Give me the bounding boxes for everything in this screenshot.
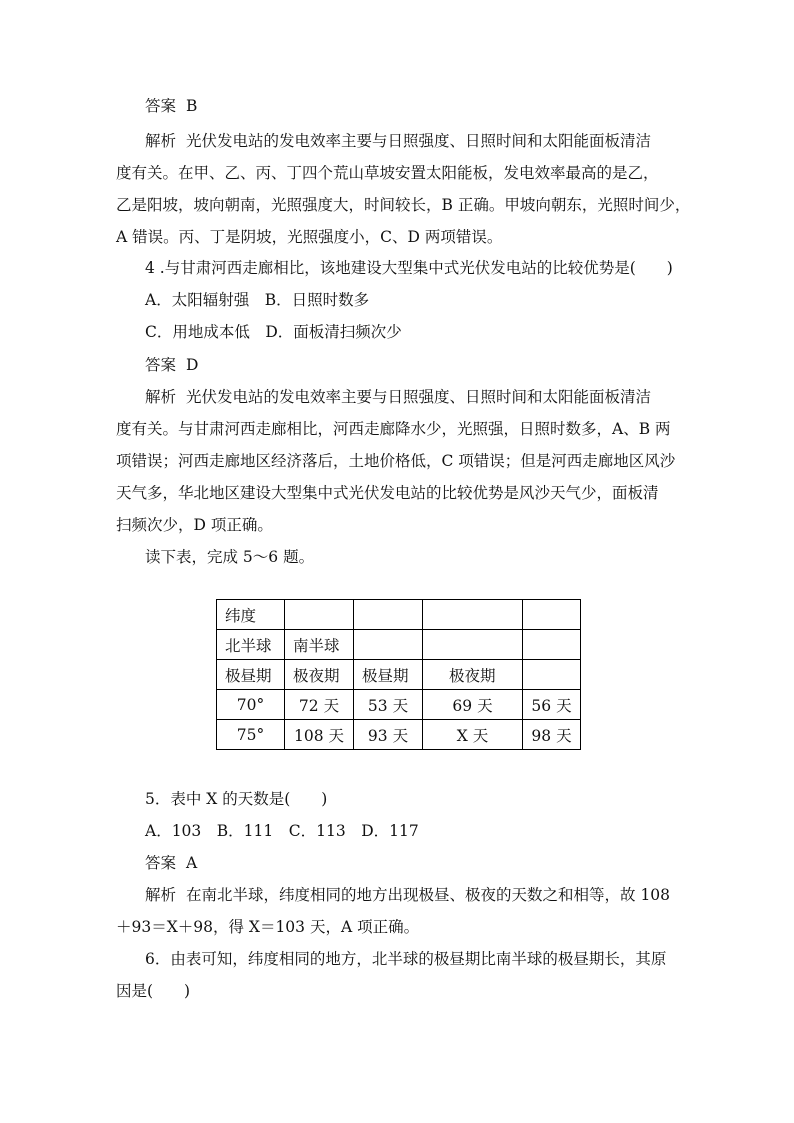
table-row	[217, 660, 581, 690]
question-4: 4 .与甘肃河西走廊相比，该地建设大型集中式光伏发电站的比较优势是( )	[145, 259, 673, 277]
table-cell: 70°	[217, 690, 285, 720]
text-line: 天气多，华北地区建设大型集中式光伏发电站的比较优势是风沙天气少，面板清	[116, 484, 659, 502]
options-line: C．用地成本低 D．面板清扫频次少	[145, 323, 402, 341]
table-cell	[523, 600, 581, 630]
table-row	[217, 600, 581, 630]
table-row	[217, 690, 581, 720]
answer-label: 答案	[145, 97, 177, 115]
table-cell: 56 天	[523, 690, 581, 720]
text-line: 度有关。与甘肃河西走廊相比，河西走廊降水少，光照强，日照时数多，A、B 两	[116, 420, 671, 438]
table-cell: 极夜期	[423, 660, 523, 690]
table-cell: X 天	[423, 720, 523, 750]
answer-label: 答案	[145, 356, 177, 374]
table-cell	[354, 600, 423, 630]
answer-line	[145, 853, 715, 873]
table-intro: 读下表，完成 5～6 题。	[145, 548, 315, 566]
text-line: ＋93＝X＋98，得 X＝103 天，A 项正确。	[116, 918, 420, 936]
text-line: 乙是阳坡，坡向朝南，光照强度大，时间较长，B 正确。甲坡向朝东，光照时间少，	[116, 196, 691, 214]
table-cell: 108 天	[285, 720, 354, 750]
table-cell: 南半球	[285, 630, 354, 660]
options-line: A．太阳辐射强 B．日照时数多	[145, 291, 370, 309]
analysis-label: 解析	[145, 132, 177, 150]
table-cell	[354, 630, 423, 660]
table-row	[217, 720, 581, 750]
table-cell: 93 天	[354, 720, 423, 750]
table-cell: 72 天	[285, 690, 354, 720]
table-cell: 69 天	[423, 690, 523, 720]
text-line: 光伏发电站的发电效率主要与日照强度、日照时间和太阳能面板清洁	[186, 388, 652, 406]
table-cell	[423, 600, 523, 630]
analysis-line	[145, 885, 715, 905]
table-cell: 75°	[217, 720, 285, 750]
table-cell: 极昼期	[354, 660, 423, 690]
analysis-label: 解析	[145, 388, 177, 406]
analysis-line	[145, 387, 715, 407]
table-cell	[423, 630, 523, 660]
answer-value: B	[186, 97, 198, 115]
table-cell: 北半球	[217, 630, 285, 660]
table-cell	[523, 660, 581, 690]
text-line: 项错误；河西走廊地区经济落后，土地价格低，C 项错误；但是河西走廊地区风沙	[116, 452, 676, 470]
text-line: 光伏发电站的发电效率主要与日照强度、日照时间和太阳能面板清洁	[186, 132, 652, 150]
table-cell: 纬度	[217, 600, 285, 630]
table-cell: 53 天	[354, 690, 423, 720]
table-row	[217, 630, 581, 660]
text-line: 在南北半球，纬度相同的地方出现极昼、极夜的天数之和相等，故 108	[186, 886, 671, 904]
options-line: A．103 B．111 C．113 D．117	[145, 822, 419, 840]
text-line: A 错误。丙、丁是阴坡，光照强度小，C、D 两项错误。	[116, 228, 503, 246]
table-cell: 98 天	[523, 720, 581, 750]
analysis-label: 解析	[145, 886, 177, 904]
table-cell	[285, 600, 354, 630]
table-cell: 极夜期	[285, 660, 354, 690]
question-6: 6．由表可知，纬度相同的地方，北半球的极昼期比南半球的极昼期长，其原	[145, 950, 667, 968]
text-line: 因是( )	[116, 982, 191, 1000]
text-line: 度有关。在甲、乙、丙、丁四个荒山草坡安置太阳能板，发电效率最高的是乙，	[116, 164, 659, 182]
table-cell	[523, 630, 581, 660]
table-cell: 极昼期	[217, 660, 285, 690]
question-5: 5．表中 X 的天数是( )	[145, 790, 328, 808]
text-line: 扫频次少，D 项正确。	[116, 516, 273, 534]
answer-value: A	[186, 854, 198, 872]
answer-label: 答案	[145, 854, 177, 872]
data-table	[216, 599, 581, 750]
analysis-line	[145, 131, 715, 151]
answer-value: D	[186, 356, 199, 374]
answer-line	[145, 355, 715, 375]
answer-line	[145, 96, 715, 116]
